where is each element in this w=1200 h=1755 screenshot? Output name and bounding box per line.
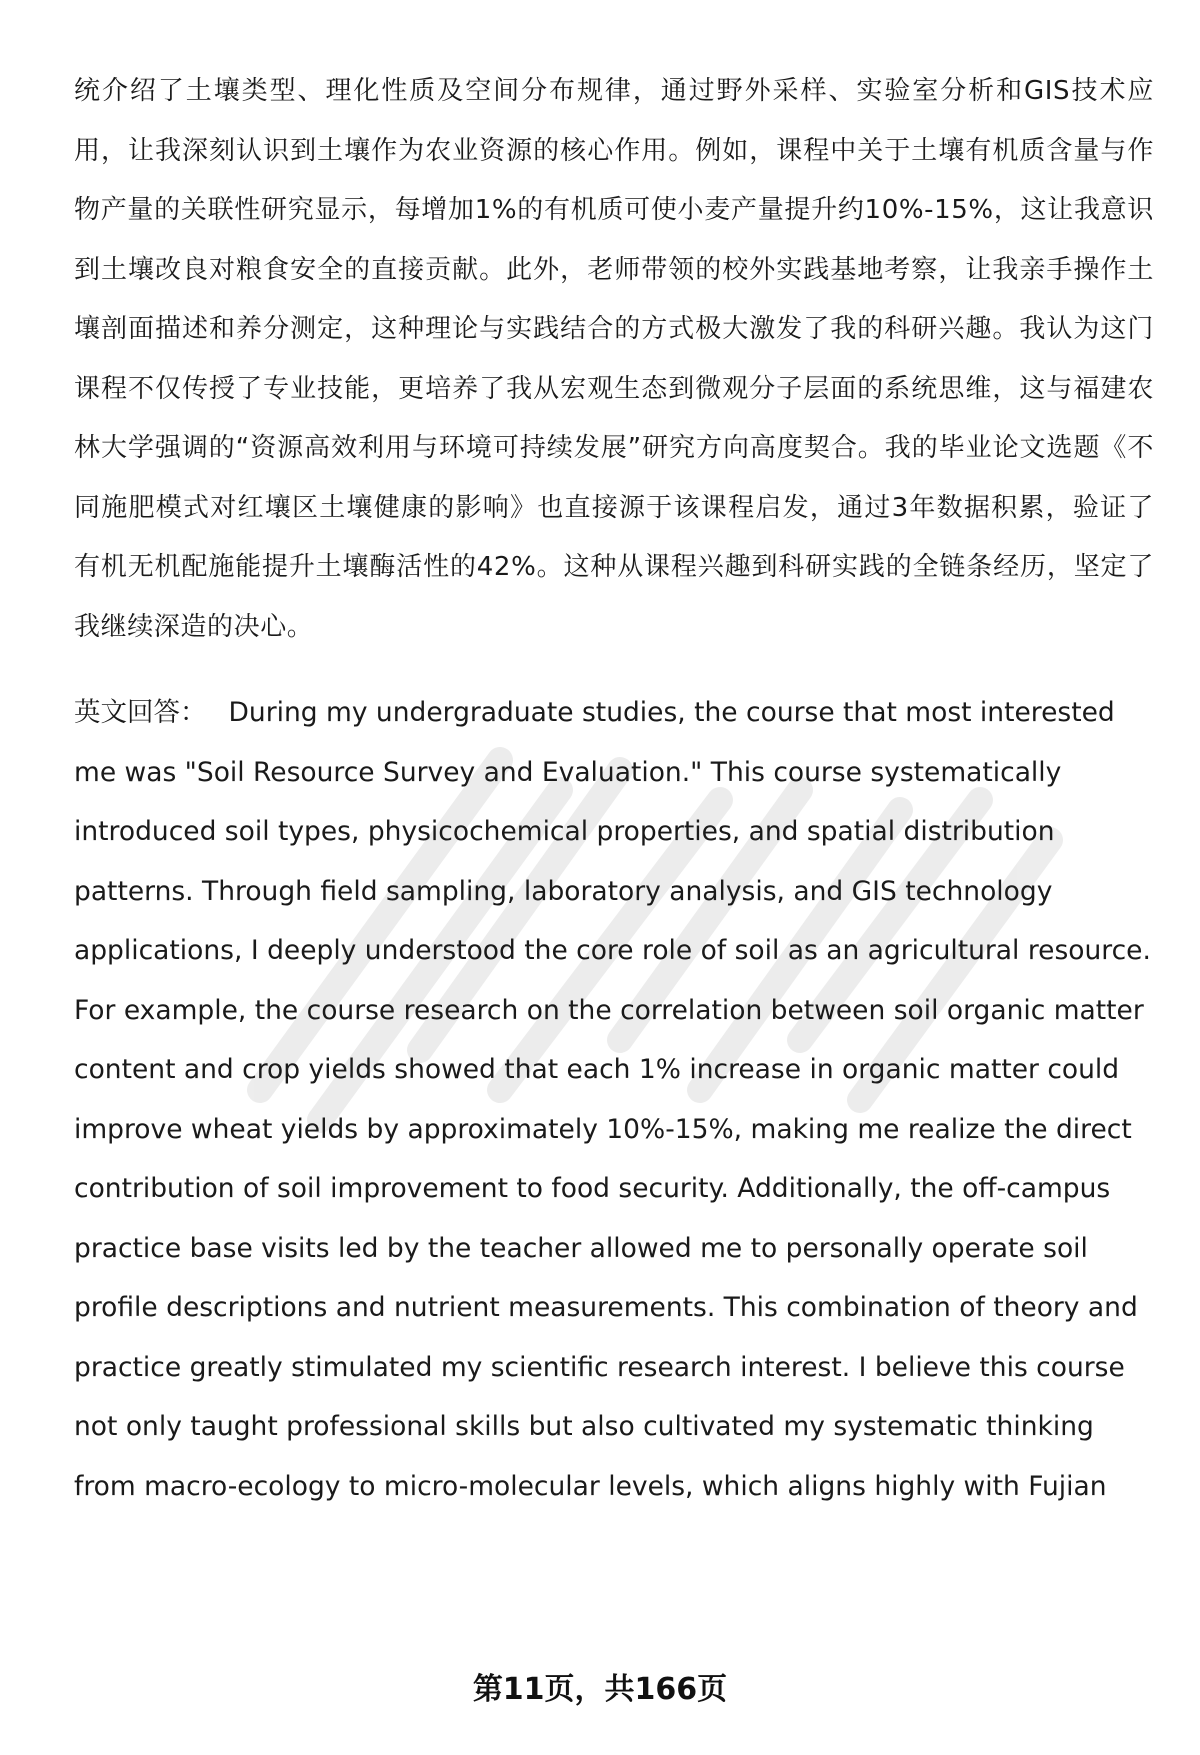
main-content (74, 62, 1154, 1516)
english-answer-paragraph (74, 683, 1154, 1516)
page-number-footer: 第11页，共166页 (472, 1672, 728, 1707)
chinese-answer-paragraph: 统介绍了土壤类型、理化性质及空间分布规律，通过野外采样、实验室分析和GIS技术应用，让我深刻认识到土壤作为农业资源的核心作用。例如，课程中关于土壤有机质含量与作物产量的关联性研究显示，每增加1%的有机质可使小麦产量提升约10%-15%，这让我意识到土壤改良对粮食安全的直接贡献。此外，老师带领的校外实践基地考察，让我亲手操作土壤剖面描述和养分测定，这种理论与实践结合的方式极大激发了我的科研兴趣。我认为这门课程不仅传授了专业技能，更培养了我从宏观生态到微观分子层面的系统思维，这与福建农林大学强调的“资源高效利用与环境可持续发展”研究方向高度契合。我的毕业论文选题《不同施肥模式对红壤区土壤健康的影响》也直接源于该课程启发，通过3年数据积累，验证了有机无机配施能提升土壤酶活性的42%。这种从课程兴趣到科研实践的全链条经历，坚定了我继续深造的决心。 (74, 76, 1154, 642)
english-answer-label: 英文回答： (74, 697, 207, 728)
english-answer-text: During my undergraduate studies, the course that most interested me was "Soil Resource Survey and Evaluation." This course systematically introduced soil types, physicochemical properties, and spatial distribution patterns. Through field sampling, laboratory analysis, and GIS technology applications, I deeply understood the core role of soil as an agricultural resource. For example, the course research on the correlation between soil organic matter content and crop yields showed that each 1% increase in organic matter could improve wheat yields by approximately 10%-15%, making me realize the direct contribution of soil improvement to food security. Additionally, the off-campus practice base visits led by the teacher allowed me to personally operate soil profile descriptions and nutrient measurements. This combination of theory and practice greatly stimulated my scientific research interest. I believe this course not only taught professional skills but also cultivated my systematic thinking from macro-ecology to micro-molecular levels, which aligns highly with Fujian (74, 697, 1151, 1502)
